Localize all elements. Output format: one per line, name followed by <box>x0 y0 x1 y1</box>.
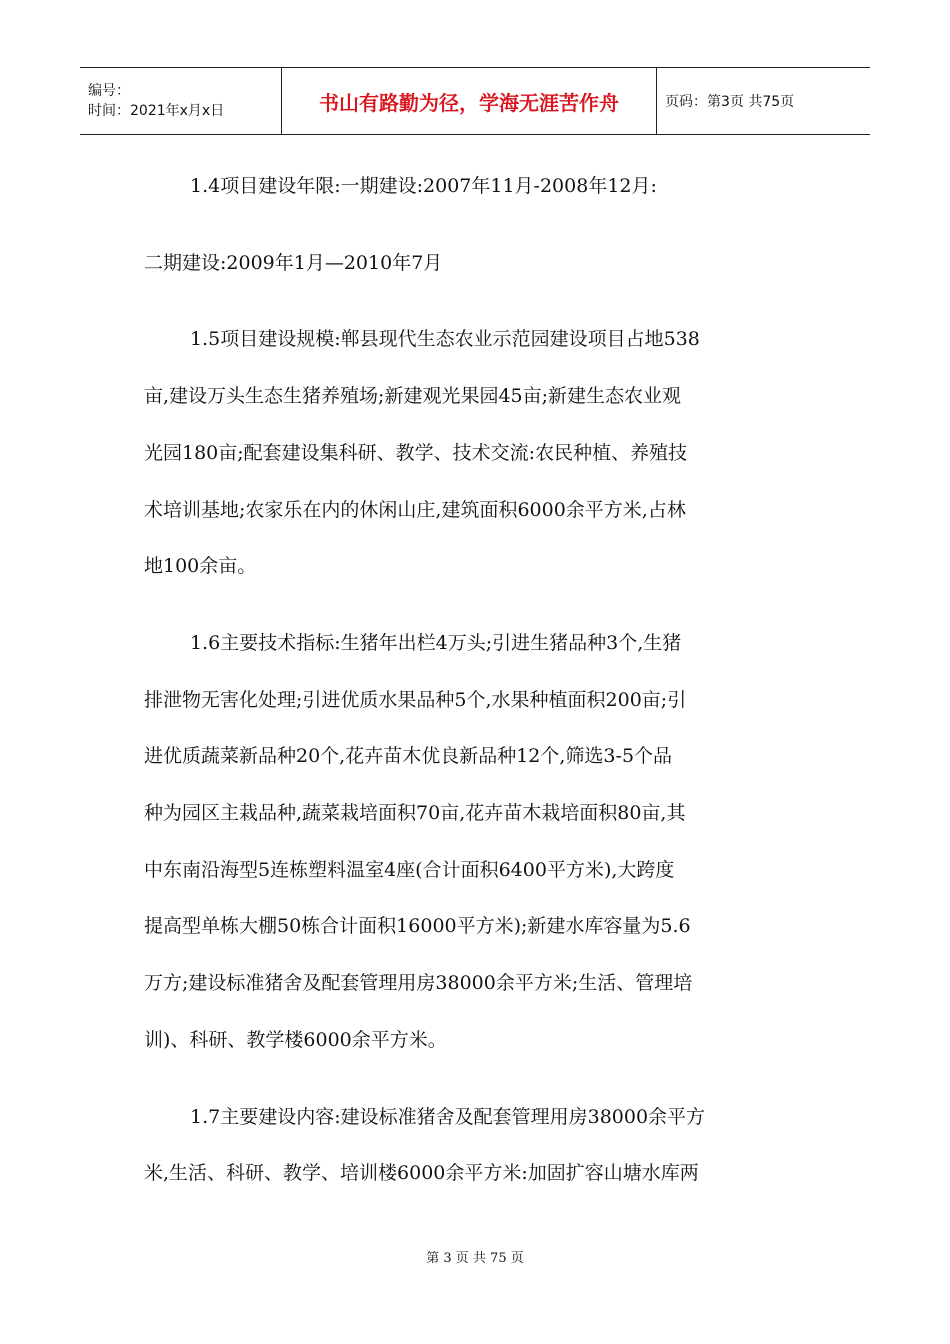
line: 1.6主要技术指标:生猪年出栏4万头;引进生猪品种3个,生猪 <box>190 631 682 654</box>
line: 二期建设:2009年1月—2010年7月 <box>144 251 443 274</box>
line: 中东南沿海型5连栋塑料温室4座(合计面积6400平方米),大跨度 <box>144 858 675 881</box>
line: 进优质蔬菜新品种20个,花卉苗木优良新品种12个,筛选3-5个品 <box>144 745 673 768</box>
paragraph-1-6 <box>144 615 806 1069</box>
footer-page-number: 第 3 页 共 75 页 <box>426 1251 524 1266</box>
header-meta <box>80 68 282 134</box>
header-motto <box>282 68 657 134</box>
line: 光园180亩;配套建设集科研、教学、技术交流:农民种植、养殖技 <box>144 441 688 464</box>
page-header <box>80 67 870 135</box>
line: 1.7主要建设内容:建设标准猪舍及配套管理用房38000余平方 <box>190 1105 706 1128</box>
paragraph-1-4 <box>144 158 806 215</box>
line: 术培训基地;农家乐在内的休闲山庄,建筑面积6000余平方米,占林 <box>144 498 686 521</box>
line: 亩,建设万头生态生猪养殖场;新建观光果园45亩;新建生态农业观 <box>144 385 682 408</box>
number-label: 编号： <box>88 83 130 99</box>
line: 训)、科研、教学楼6000余平方米。 <box>144 1028 447 1051</box>
motto-text: 书山有路勤为径，学海无涯苦作舟 <box>319 90 619 115</box>
page-footer <box>0 1247 950 1266</box>
line: 万方;建设标准猪舍及配套管理用房38000余平方米;生活、管理培 <box>144 972 693 995</box>
line: 地100余亩。 <box>144 555 257 578</box>
line: 1.4项目建设年限:一期建设:2007年11月-2008年12月: <box>190 175 657 197</box>
paragraph-phase-two <box>144 235 806 292</box>
line: 种为园区主栽品种,蔬菜栽培面积70亩,花卉苗木栽培面积80亩,其 <box>144 802 686 825</box>
line: 提高型单栋大棚50栋合计面积16000平方米);新建水库容量为5.6 <box>144 915 691 938</box>
line: 1.5项目建设规模:郸县现代生态农业示范园建设项目占地538 <box>190 328 700 351</box>
page-info-text: 页码：第3页 共75页 <box>665 94 795 110</box>
line: 米,生活、科研、教学、培训楼6000余平方米:加固扩容山塘水库两 <box>144 1162 699 1185</box>
time-label: 时间：2021年x月x日 <box>88 103 225 119</box>
header-page-info <box>657 68 870 134</box>
paragraph-1-7 <box>144 1089 806 1202</box>
document-body <box>144 158 806 1202</box>
paragraph-1-5 <box>144 311 806 595</box>
line: 排泄物无害化处理;引进优质水果品种5个,水果种植面积200亩;引 <box>144 688 687 711</box>
